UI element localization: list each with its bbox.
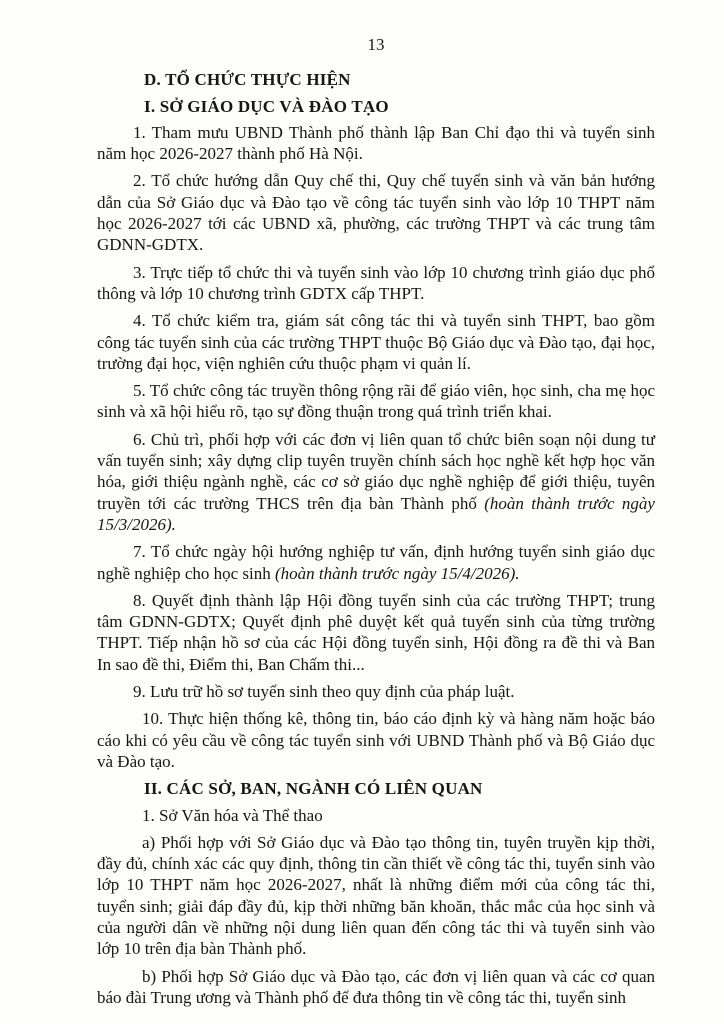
paragraph-item-7 <box>97 541 655 584</box>
paragraph-text: 4. Tổ chức kiểm tra, giám sát công tác thi và tuyển sinh THPT, bao gồm công tác tuyển sinh của các trường THPT thuộc Bộ Giáo dục và Đào tạo, đại học, trường đại học, viện nghiên cứu thuộc phạm vi quản lí. <box>97 311 655 373</box>
paragraph-text: 6. Chủ trì, phối hợp với các đơn vị liên quan tổ chức biên soạn nội dung tư vấn tuyển sinh; xây dựng clip tuyên truyền chính sách học nghề kết hợp học văn hóa, giới thiệu ngành nghề, các cơ sở giáo dục nghề nghiệp để giới thiệu, tuyên truyền tới các trường THCS trên địa bàn Thành phố <box>97 429 655 513</box>
paragraph-item-5 <box>97 380 655 423</box>
paragraph-item-9 <box>97 681 655 702</box>
paragraph-text: a) Phối hợp với Sở Giáo dục và Đào tạo thông tin, tuyên truyền kịp thời, đầy đủ, chính xác các quy định, thông tin cần thiết về công tác thi, tuyển sinh vào lớp 10 THPT năm học 2026-2027, nhất là những điểm mới của công tác thi, tuyển sinh; giải đáp đầy đủ, kịp thời những băn khoăn, thắc mắc của học sinh và của người dân về những nội dung liên quan đến công tác thi và tuyển sinh vào lớp 10 trên địa bàn Thành phố. <box>97 832 655 959</box>
paragraph-item-1 <box>97 122 655 165</box>
paragraph-item-10 <box>97 708 655 772</box>
deadline-note: (hoàn thành trước ngày 15/3/2026). <box>97 493 655 534</box>
paragraph-text: 3. Trực tiếp tổ chức thi và tuyển sinh vào lớp 10 chương trình giáo dục phổ thông và lớp 10 chương trình GDTX cấp THPT. <box>97 262 655 303</box>
paragraph-text: 8. Quyết định thành lập Hội đồng tuyển sinh của các trường THPT; trung tâm GDNN-GDTX; Quyết định phê duyệt kết quả tuyển sinh của từng trường THPT. Tiếp nhận hồ sơ của các Hội đồng tuyển sinh, Hội đồng ra đề thi và Ban In sao đề thi, Điểm thi, Ban Chấm thi... <box>97 590 655 674</box>
section-ii-heading: II. CÁC SỞ, BAN, NGÀNH CÓ LIÊN QUAN <box>144 779 483 799</box>
paragraph-item-6 <box>97 429 655 535</box>
section-d-heading: D. TỔ CHỨC THỰC HIỆN <box>144 70 351 90</box>
paragraph-text: 10. Thực hiện thống kê, thông tin, báo cáo định kỳ và hàng năm hoặc báo cáo khi có yêu cầu về công tác tuyển sinh với UBND Thành phố và Bộ Giáo dục và Đào tạo. <box>97 709 655 771</box>
paragraph-item-3 <box>97 262 655 305</box>
paragraph-item-b <box>97 966 655 1009</box>
paragraph-text: b) Phối hợp Sở Giáo dục và Đào tạo, các đơn vị liên quan và các cơ quan báo đài Trung ương và Thành phố để đưa thông tin về công tác thi, tuyển sinh <box>97 966 655 1007</box>
paragraph-item-2 <box>97 170 655 255</box>
paragraph-text: 1. Tham mưu UBND Thành phố thành lập Ban Chỉ đạo thi và tuyển sinh năm học 2026-2027 thành phố Hà Nội. <box>97 122 655 164</box>
section-i-heading: I. SỞ GIÁO DỤC VÀ ĐÀO TẠO <box>144 96 389 116</box>
paragraph-text: 9. Lưu trữ hồ sơ tuyển sinh theo quy định của pháp luật. <box>133 682 515 702</box>
paragraph-text: 5. Tổ chức công tác truyền thông rộng rãi để giáo viên, học sinh, cha mẹ học sinh và xã hội hiểu rõ, tạo sự đồng thuận trong quá trình triển khai. <box>97 381 655 422</box>
paragraph-text: 2. Tổ chức hướng dẫn Quy chế thi, Quy chế tuyển sinh và văn bản hướng dẫn của Sở Giáo dục và Đào tạo về công tác tuyển sinh vào lớp 10 THPT năm học 2026-2027 tới các UBND xã, phường, các trường THPT và các trung tâm GDNN-GDTX. <box>97 171 655 255</box>
paragraph-item-4 <box>97 310 655 374</box>
page-number: 13 <box>367 35 385 54</box>
paragraph-item-8 <box>97 590 655 675</box>
deadline-note: (hoàn thành trước ngày 15/4/2026). <box>275 563 520 583</box>
section-ii-subheading: 1. Sở Văn hóa và Thể thao <box>142 805 323 825</box>
paragraph-text: 7. Tổ chức ngày hội hướng nghiệp tư vấn, định hướng tuyển sinh giáo dục nghề nghiệp cho học sinh <box>97 542 655 583</box>
paragraph-item-a <box>97 832 655 960</box>
